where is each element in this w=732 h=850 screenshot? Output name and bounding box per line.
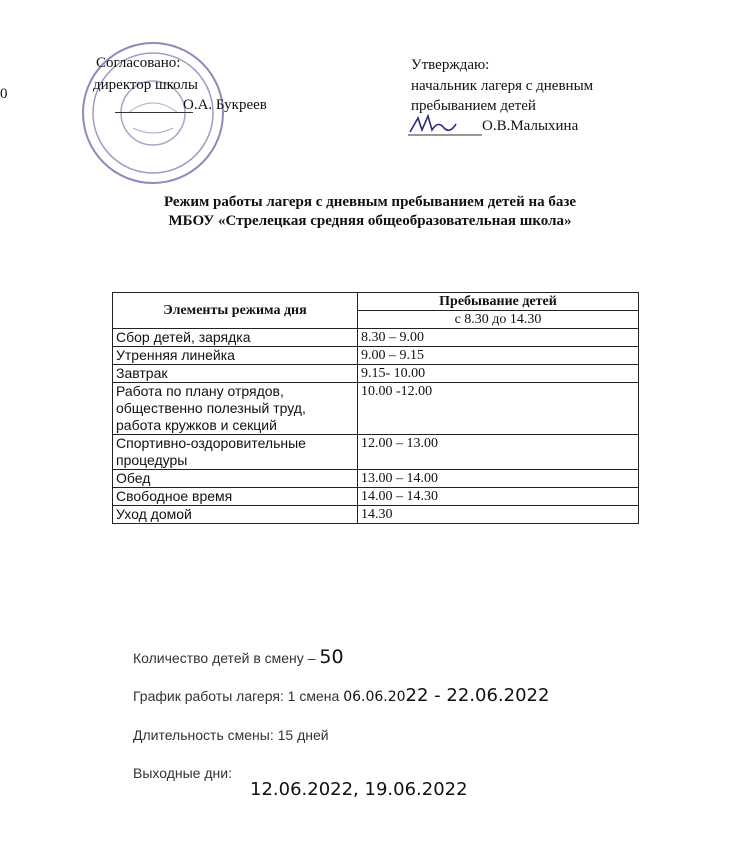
agreed-label: Согласовано: (96, 55, 181, 71)
row-time: 13.00 – 14.00 (358, 470, 639, 488)
row-time: 14.00 – 14.30 (358, 488, 639, 506)
row-item: Работа по плану отрядов, общественно полезный труд, работа кружков и секций (113, 383, 358, 435)
camp-schedule-value-start: 06.06.20 (343, 689, 406, 705)
weekends-label: Выходные дни: (133, 765, 232, 781)
table-row (113, 470, 639, 488)
table-row (113, 488, 639, 506)
shift-duration: Длительность смены: 15 дней (133, 727, 329, 743)
table-header-row (113, 293, 639, 311)
header-elements: Элементы режима дня (113, 293, 358, 329)
row-item: Обед (113, 470, 358, 488)
row-item: Сбор детей, зарядка (113, 329, 358, 347)
row-time: 10.00 -12.00 (358, 383, 639, 435)
table-row (113, 365, 639, 383)
title-line-2: МБОУ «Стрелецкая средняя общеобразовательная школа» (168, 213, 572, 229)
approve-label: Утверждаю: (411, 57, 490, 73)
table-row (113, 383, 639, 435)
director-name: О.А. Букреев (183, 97, 267, 113)
row-time: 8.30 – 9.00 (358, 329, 639, 347)
header-stay: Пребывание детей (358, 293, 639, 311)
camp-schedule (133, 685, 549, 706)
document-title (120, 193, 620, 231)
weekends-value: 12.06.2022, 19.06.2022 (250, 779, 468, 800)
row-item: Уход домой (113, 506, 358, 524)
approver-position-line1: начальник лагеря с дневным (411, 78, 594, 94)
row-time: 9.00 – 9.15 (358, 347, 639, 365)
row-item: Утренняя линейка (113, 347, 358, 365)
schedule-table (112, 292, 639, 524)
camp-schedule-label: График работы лагеря: 1 смена (133, 688, 340, 704)
row-item: Завтрак (113, 365, 358, 383)
director-position: директор школы (93, 77, 198, 93)
header-stay-hours: с 8.30 до 14.30 (358, 311, 639, 329)
table-row (113, 347, 639, 365)
row-time: 12.00 – 13.00 (358, 435, 639, 470)
approver-position-line2: пребыванием детей (411, 98, 536, 114)
camp-schedule-value-end: 22 - 22.06.2022 (405, 685, 550, 706)
row-item: Свободное время (113, 488, 358, 506)
children-count-label: Количество детей в смену – (133, 650, 316, 666)
table-row (113, 506, 639, 524)
title-line-1: Режим работы лагеря с дневным пребыванием детей на базе (163, 194, 577, 210)
row-item: Спортивно-оздоровительные процедуры (113, 435, 358, 470)
children-count (133, 646, 344, 668)
row-time: 14.30 (358, 506, 639, 524)
table-row (113, 435, 639, 470)
handwritten-signature (404, 110, 484, 138)
table-row (113, 329, 639, 347)
stray-mark: 0 (0, 86, 8, 102)
approver-name: О.В.Малыхина (482, 118, 579, 134)
director-signature-line (115, 112, 193, 113)
children-count-value: 50 (319, 646, 344, 668)
row-time: 9.15- 10.00 (358, 365, 639, 383)
